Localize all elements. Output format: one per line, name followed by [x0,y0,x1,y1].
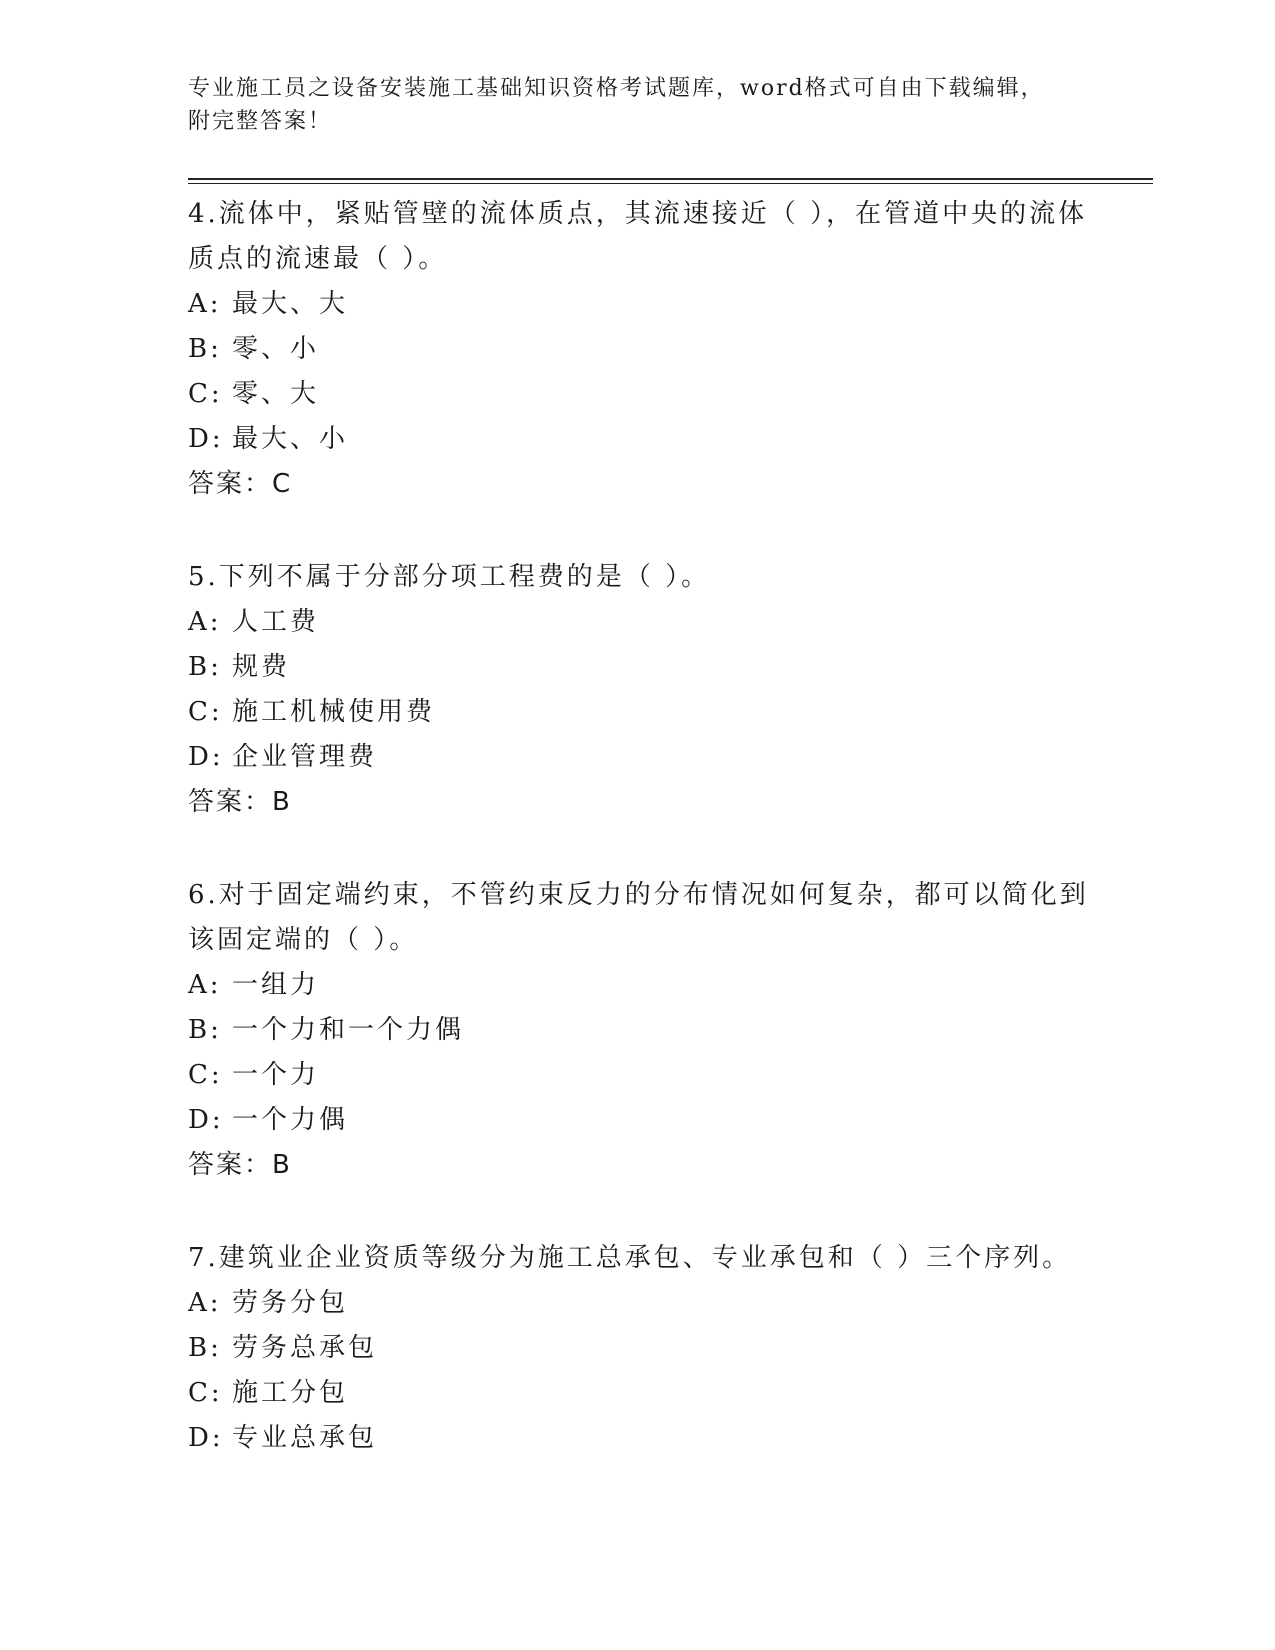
option-a [188,282,1108,327]
option-key: B: [188,652,222,682]
question-text: 4.流体中，紧贴管壁的流体质点，其流速接近（ ），在管道中央的流体质点的流速最（ ）。 [188,199,1088,274]
option-key: D: [188,1423,224,1453]
option-text: 规费 [232,652,291,682]
option-b [188,327,1108,372]
option-text: 最大、小 [232,424,349,454]
option-text: 一个力和一个力偶 [232,1015,465,1045]
option-text: 施工分包 [232,1378,349,1408]
option-key: C: [188,379,223,409]
option-key: D: [188,1105,224,1135]
option-b [188,1326,1108,1371]
option-text: 一个力偶 [232,1105,349,1135]
answer-line: 答案：B [188,787,292,817]
option-d [188,1416,1108,1461]
option-key: B: [188,1015,222,1045]
option-text: 劳务分包 [232,1288,349,1318]
question-7 [188,1234,1108,1461]
option-c [188,1371,1108,1416]
option-d [188,1098,1108,1143]
option-key: C: [188,1378,223,1408]
option-text: 零、大 [232,379,320,409]
header-divider [188,178,1153,180]
question-5 [188,553,1108,825]
question-4 [188,190,1108,507]
question-text: 5.下列不属于分部分项工程费的是（ ）。 [188,562,711,592]
option-a [188,963,1108,1008]
option-text: 专业总承包 [232,1423,378,1453]
option-key: A: [188,970,222,1000]
option-key: B: [188,334,222,364]
option-key: A: [188,289,222,319]
option-a [188,600,1108,645]
option-key: C: [188,697,223,727]
option-key: C: [188,1060,223,1090]
header-line-1: 专业施工员之设备安装施工基础知识资格考试题库，word格式可自由下载编辑， [188,76,1045,101]
option-text: 一组力 [232,970,320,1000]
option-key: D: [188,742,224,772]
question-list [188,190,1108,1507]
option-d [188,735,1108,780]
header-line-2: 附完整答案！ [188,109,333,134]
question-text: 6.对于固定端约束，不管约束反力的分布情况如何复杂，都可以简化到该固定端的（ ）。 [188,880,1089,955]
option-text: 施工机械使用费 [232,697,436,727]
option-text: 零、小 [232,334,320,364]
header-divider-thin [188,183,1153,184]
option-key: B: [188,1333,222,1363]
option-a [188,1281,1108,1326]
option-d [188,417,1108,462]
answer-line: 答案：C [188,469,293,499]
option-b [188,1008,1108,1053]
option-text: 一个力 [232,1060,320,1090]
option-key: A: [188,1288,222,1318]
option-c [188,1053,1108,1098]
option-text: 劳务总承包 [232,1333,378,1363]
option-text: 人工费 [232,607,320,637]
question-6 [188,871,1108,1188]
option-key: A: [188,607,222,637]
option-c [188,690,1108,735]
option-text: 最大、大 [232,289,349,319]
option-text: 企业管理费 [232,742,378,772]
document-header [188,72,1068,138]
answer-line: 答案：B [188,1150,292,1180]
option-b [188,645,1108,690]
option-key: D: [188,424,224,454]
option-c [188,372,1108,417]
question-text: 7.建筑业企业资质等级分为施工总承包、专业承包和（ ）三个序列。 [188,1243,1072,1273]
